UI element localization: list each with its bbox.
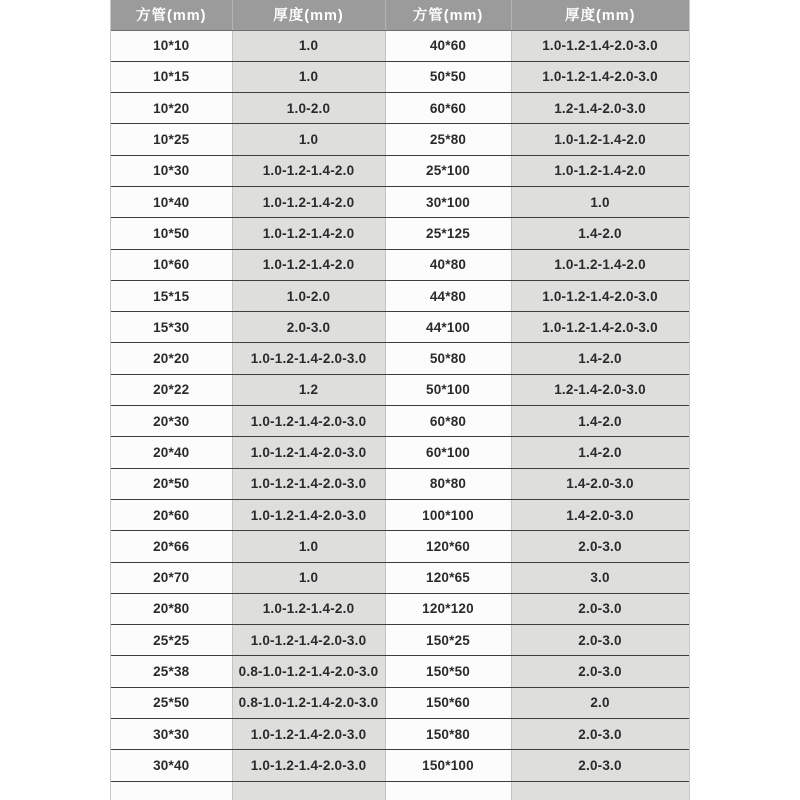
table-row — [111, 750, 689, 781]
cell-thickness: 1.0-1.2-1.4-2.0-3.0 — [232, 406, 385, 437]
cell-thickness: 1.0-1.2-1.4-2.0 — [232, 155, 385, 186]
table-row — [111, 186, 689, 217]
cell-tube-size: 30*40 — [111, 750, 232, 781]
cell-thickness: 1.0-1.2-1.4-2.0 — [511, 124, 689, 155]
cell-thickness: 1.4-2.0-3.0 — [511, 499, 689, 530]
cell-thickness: 1.2-1.4-2.0-3.0 — [511, 374, 689, 405]
table-row — [111, 562, 689, 593]
cell-thickness: 1.0-2.0 — [232, 93, 385, 124]
cell-thickness: 2.0-3.0 — [511, 656, 689, 687]
table-row — [111, 719, 689, 750]
cell-tube-size: 10*25 — [111, 124, 232, 155]
cell-tube-size: 20*66 — [111, 531, 232, 562]
table-row — [111, 781, 689, 800]
cell-thickness: 1.2-1.4-2.0-3.0 — [511, 93, 689, 124]
cell-thickness: 2.0-3.0 — [511, 719, 689, 750]
cell-tube-size: 150*60 — [385, 687, 511, 718]
table-row — [111, 374, 689, 405]
cell-thickness: 1.0-1.2-1.4-2.0-3.0 — [232, 499, 385, 530]
cell-tube-size: 25*80 — [385, 124, 511, 155]
cell-thickness: 1.4-2.0-3.0 — [511, 468, 689, 499]
cell-tube-size: 25*38 — [111, 656, 232, 687]
cell-thickness: 1.0-1.2-1.4-2.0 — [232, 186, 385, 217]
cell-thickness: 1.0-1.2-1.4-2.0 — [232, 249, 385, 280]
cell-tube-size: 10*15 — [111, 61, 232, 92]
cell-tube-size: 20*22 — [111, 374, 232, 405]
cell-tube-size: 15*15 — [111, 280, 232, 311]
cell-tube-size: 150*80 — [385, 719, 511, 750]
cell-tube-size: 50*80 — [385, 343, 511, 374]
cell-thickness: 1.0-1.2-1.4-2.0-3.0 — [232, 750, 385, 781]
cell-tube-size: 30*100 — [385, 186, 511, 217]
table-row — [111, 468, 689, 499]
cell-tube-size: 20*60 — [111, 499, 232, 530]
table-body — [111, 30, 689, 800]
cell-thickness: 3.0 — [511, 562, 689, 593]
cell-thickness: 1.0-1.2-1.4-2.0 — [232, 593, 385, 624]
cell-tube-size: 30*30 — [111, 719, 232, 750]
cell-tube-size: 60*80 — [385, 406, 511, 437]
cell-thickness: 1.4-2.0 — [511, 406, 689, 437]
cell-thickness: 1.4-2.0 — [511, 343, 689, 374]
cell-thickness — [511, 781, 689, 800]
cell-thickness: 2.0-3.0 — [511, 625, 689, 656]
cell-thickness: 1.0-1.2-1.4-2.0-3.0 — [511, 30, 689, 61]
cell-tube-size: 10*60 — [111, 249, 232, 280]
cell-tube-size: 150*25 — [385, 625, 511, 656]
cell-thickness: 1.0-1.2-1.4-2.0-3.0 — [232, 468, 385, 499]
table-row — [111, 30, 689, 61]
column-header-thickness-1: 厚度(mm) — [232, 0, 385, 30]
cell-tube-size: 44*100 — [385, 312, 511, 343]
cell-thickness: 2.0-3.0 — [511, 593, 689, 624]
cell-tube-size: 10*50 — [111, 218, 232, 249]
cell-thickness: 1.0-1.2-1.4-2.0 — [511, 155, 689, 186]
cell-tube-size: 25*125 — [385, 218, 511, 249]
cell-tube-size: 20*40 — [111, 437, 232, 468]
specification-table-container — [110, 0, 690, 800]
cell-thickness: 2.0-3.0 — [511, 750, 689, 781]
cell-tube-size: 20*20 — [111, 343, 232, 374]
table-row — [111, 218, 689, 249]
cell-thickness: 1.0-1.2-1.4-2.0-3.0 — [232, 343, 385, 374]
cell-thickness: 1.0 — [511, 186, 689, 217]
cell-tube-size: 20*80 — [111, 593, 232, 624]
table-row — [111, 499, 689, 530]
cell-thickness: 1.0-2.0 — [232, 280, 385, 311]
table-row — [111, 155, 689, 186]
cell-tube-size: 150*100 — [385, 750, 511, 781]
cell-thickness: 1.0 — [232, 61, 385, 92]
cell-tube-size: 120*60 — [385, 531, 511, 562]
cell-tube-size: 20*30 — [111, 406, 232, 437]
cell-thickness: 1.2 — [232, 374, 385, 405]
table-row — [111, 249, 689, 280]
cell-tube-size: 25*50 — [111, 687, 232, 718]
cell-thickness — [232, 781, 385, 800]
square-tube-specification-table — [111, 0, 690, 800]
table-row — [111, 124, 689, 155]
cell-tube-size — [111, 781, 232, 800]
table-row — [111, 312, 689, 343]
table-row — [111, 593, 689, 624]
cell-thickness: 1.0-1.2-1.4-2.0-3.0 — [511, 312, 689, 343]
cell-thickness: 1.0 — [232, 30, 385, 61]
cell-tube-size: 44*80 — [385, 280, 511, 311]
cell-tube-size: 150*50 — [385, 656, 511, 687]
cell-tube-size: 10*40 — [111, 186, 232, 217]
table-row — [111, 437, 689, 468]
cell-thickness: 1.0 — [232, 531, 385, 562]
cell-thickness: 2.0-3.0 — [232, 312, 385, 343]
cell-tube-size: 120*120 — [385, 593, 511, 624]
table-row — [111, 656, 689, 687]
cell-tube-size: 20*70 — [111, 562, 232, 593]
cell-thickness: 1.0 — [232, 124, 385, 155]
cell-thickness: 1.4-2.0 — [511, 437, 689, 468]
cell-tube-size — [385, 781, 511, 800]
cell-thickness: 1.0-1.2-1.4-2.0 — [232, 218, 385, 249]
cell-thickness: 1.0-1.2-1.4-2.0-3.0 — [511, 61, 689, 92]
cell-thickness: 1.0-1.2-1.4-2.0-3.0 — [232, 437, 385, 468]
cell-tube-size: 10*30 — [111, 155, 232, 186]
table-row — [111, 61, 689, 92]
cell-thickness: 0.8-1.0-1.2-1.4-2.0-3.0 — [232, 656, 385, 687]
cell-tube-size: 15*30 — [111, 312, 232, 343]
cell-thickness: 1.4-2.0 — [511, 218, 689, 249]
table-row — [111, 406, 689, 437]
cell-tube-size: 20*50 — [111, 468, 232, 499]
cell-tube-size: 40*60 — [385, 30, 511, 61]
cell-thickness: 1.0-1.2-1.4-2.0 — [511, 249, 689, 280]
cell-thickness: 0.8-1.0-1.2-1.4-2.0-3.0 — [232, 687, 385, 718]
cell-tube-size: 50*50 — [385, 61, 511, 92]
table-row — [111, 280, 689, 311]
table-row — [111, 687, 689, 718]
cell-tube-size: 10*20 — [111, 93, 232, 124]
cell-tube-size: 25*100 — [385, 155, 511, 186]
table-row — [111, 93, 689, 124]
column-header-tube-size-2: 方管(mm) — [385, 0, 511, 30]
cell-tube-size: 50*100 — [385, 374, 511, 405]
table-row — [111, 531, 689, 562]
cell-thickness: 1.0-1.2-1.4-2.0-3.0 — [232, 719, 385, 750]
cell-thickness: 1.0 — [232, 562, 385, 593]
cell-tube-size: 100*100 — [385, 499, 511, 530]
cell-tube-size: 25*25 — [111, 625, 232, 656]
cell-thickness: 1.0-1.2-1.4-2.0-3.0 — [511, 280, 689, 311]
cell-tube-size: 80*80 — [385, 468, 511, 499]
column-header-tube-size-1: 方管(mm) — [111, 0, 232, 30]
cell-thickness: 2.0 — [511, 687, 689, 718]
cell-tube-size: 60*60 — [385, 93, 511, 124]
cell-thickness: 2.0-3.0 — [511, 531, 689, 562]
table-header — [111, 0, 689, 30]
table-row — [111, 625, 689, 656]
cell-tube-size: 120*65 — [385, 562, 511, 593]
cell-thickness: 1.0-1.2-1.4-2.0-3.0 — [232, 625, 385, 656]
column-header-thickness-2: 厚度(mm) — [511, 0, 689, 30]
cell-tube-size: 60*100 — [385, 437, 511, 468]
cell-tube-size: 10*10 — [111, 30, 232, 61]
cell-tube-size: 40*80 — [385, 249, 511, 280]
table-header-row — [111, 0, 689, 30]
table-row — [111, 343, 689, 374]
